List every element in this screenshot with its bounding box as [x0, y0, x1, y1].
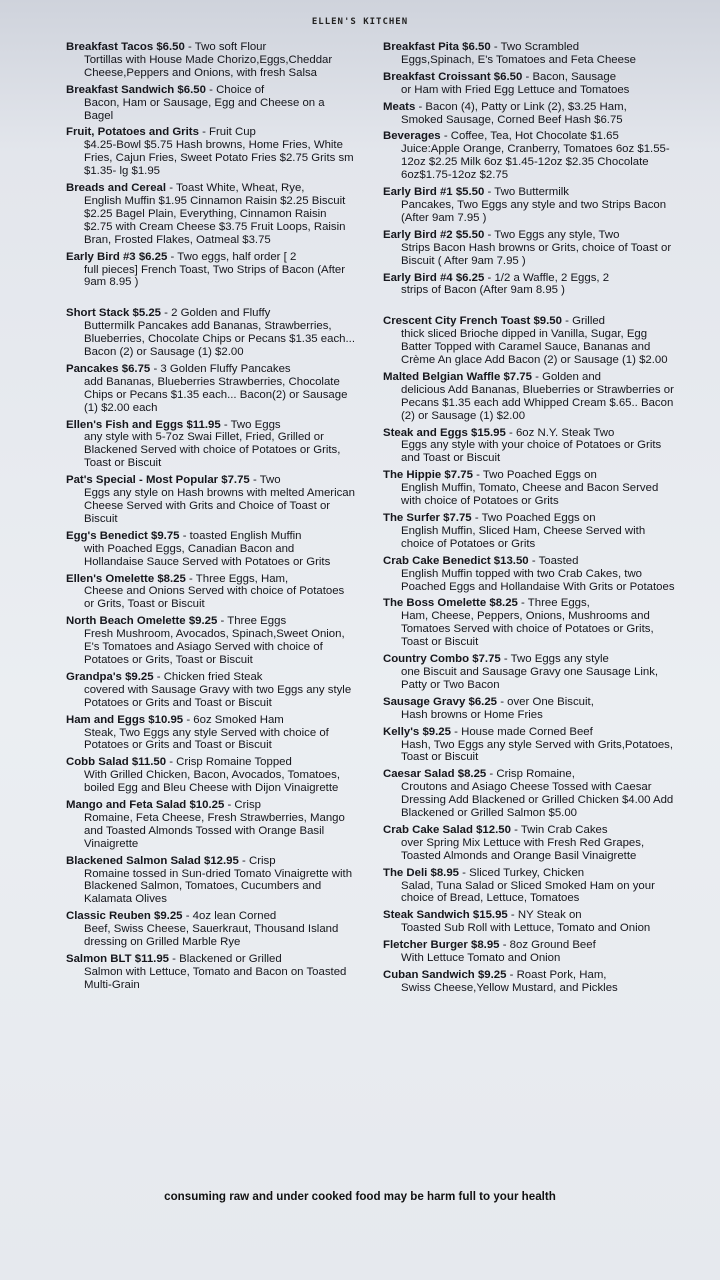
- menu-item-description: add Bananas, Blueberries Strawberries, Chocolate Chips or Pecans $1.35 each... Bacon(2) or Sausage (1) $2.00 each: [84, 375, 348, 414]
- menu-item-name: Ellen's Omelette: [66, 572, 155, 585]
- menu-item-description: Strips Bacon Hash browns or Grits, choice of Toast or Biscuit ( After 9am 7.95 ): [401, 241, 672, 267]
- menu-item-price: $7.75: [444, 469, 473, 482]
- menu-item-name: Crescent City French Toast: [383, 315, 531, 328]
- menu-item-description: English Muffin, Tomato, Cheese and Bacon Served with choice of Potatoes or Grits: [401, 482, 659, 508]
- menu-item-heading: [66, 615, 356, 628]
- menu-item-description: full pieces] French Toast, Two Strips of Bacon (After 9am 8.95 ): [84, 263, 346, 289]
- menu-item-cobb-salad: [66, 756, 356, 795]
- menu-item-description: strips of Bacon (After 9am 8.95 ): [401, 284, 565, 297]
- menu-item-heading: [383, 71, 675, 84]
- menu-item-description: any style with 5-7oz Swai Fillet, Fried, Grilled or Blackened Served with choice of Potatoes or Grits, Toast or Biscuit: [84, 431, 341, 470]
- menu-item-ham-and-eggs: [66, 714, 356, 753]
- menu-item-heading: [383, 101, 675, 114]
- menu-item-lead: - Three Eggs: [220, 615, 287, 628]
- menu-item-description: Hash, Two Eggs any style Served with Grits,Potatoes, Toast or Biscuit: [401, 738, 674, 764]
- menu-item-name: Sausage Gravy: [383, 695, 466, 708]
- menu-item-early-bird-1: [383, 186, 675, 225]
- menu-item-price: $6.25: [455, 271, 485, 284]
- menu-item-price: $9.75: [151, 529, 180, 542]
- menu-item-price: $7.75: [221, 474, 250, 487]
- menu-item-name: Ham and Eggs: [66, 713, 146, 726]
- menu-item-name: Mango and Feta Salad: [66, 799, 187, 812]
- menu-item-lead: - over One Biscuit,: [500, 695, 594, 708]
- menu-item-grandpa-s: [66, 671, 356, 710]
- menu-item-sausage-gravy: [383, 696, 675, 722]
- menu-item-lead: - Toasted: [531, 554, 579, 567]
- menu-item-price: $9.25: [422, 725, 451, 738]
- menu-item-heading: [383, 824, 675, 837]
- menu-item-description: With Lettuce Tomato and Onion: [401, 952, 561, 965]
- menu-item-price: $9.25: [188, 615, 218, 628]
- menu-item-price: $5.50: [455, 186, 485, 199]
- menu-item-caesar-salad: [383, 768, 675, 820]
- menu-item-lead: - Coffee, Tea, Hot Chocolate $1.65: [443, 130, 619, 143]
- menu-item-price: $9.25: [125, 670, 154, 683]
- menu-item-lead: - Two soft Flour: [188, 41, 267, 53]
- menu-item-lead: - 8oz Ground Beef: [502, 939, 596, 952]
- menu-item-description: Croutons and Asiago Cheese Tossed with Caesar Dressing Add Blackened or Grilled Chicken $4.00 Add Blackened or Grilled Salmon $5.00: [401, 781, 674, 820]
- menu-item-description: English Muffin topped with two Crab Cakes, two Poached Eggs and Hollandaise With Grits or Potatoes: [401, 567, 675, 593]
- menu-item-name: Early Bird #4: [383, 271, 453, 284]
- menu-item-description: Juice:Apple Orange, Cranberry, Tomatoes 6oz $1.55- 12oz $2.25 Milk 6oz $1.45-12oz $2.35 Chocolate 6oz$1.75-12oz $2.75: [401, 143, 670, 182]
- menu-item-name: Cuban Sandwich: [383, 969, 475, 981]
- menu-item-name: Meats: [383, 100, 416, 113]
- menu-item-description: With Grilled Chicken, Bacon, Avocados, Tomatoes, boiled Egg and Bleu Cheese with Dijon Vinaigrette: [84, 769, 340, 795]
- menu-item-description: delicious Add Bananas, Blueberries or Strawberries or Pecans $1.35 each add Whipped Cream $.65.. Bacon (2) or Sausage (1) $2.00: [401, 383, 674, 422]
- menu-item-description: Hash browns or Home Fries: [401, 708, 543, 721]
- menu-item-salmon-blt: [66, 953, 356, 992]
- menu-item-price: $12.95: [204, 854, 239, 867]
- menu-item-price: $8.95: [471, 939, 500, 952]
- menu-item-lead: - 6oz Smoked Ham: [186, 713, 284, 726]
- menu-item-price: $13.50: [493, 554, 529, 567]
- menu-item-heading: [66, 474, 356, 487]
- menu-item-lead: - 6oz N.Y. Steak Two: [509, 426, 615, 439]
- menu-item-description: Fresh Mushroom, Avocados, Spinach,Sweet Onion, E's Tomatoes and Asiago Served with choice of Potatoes or Grits, Toast or Biscuit: [84, 628, 345, 666]
- menu-item-price: $5.25: [132, 307, 161, 320]
- menu-item-crab-cake-benedict: [383, 555, 675, 594]
- menu-item-lead: - Three Eggs, Ham,: [189, 572, 289, 585]
- menu-item-description: Cheese and Onions Served with choice of Potatoes or Grits, Toast or Biscuit: [84, 585, 345, 611]
- menu-item-pat-s-special-most-popular: [66, 474, 356, 526]
- menu-item-heading: [383, 512, 675, 525]
- menu-item-fletcher-burger: [383, 939, 675, 965]
- menu-item-description: $4.25-Bowl $5.75 Hash browns, Home Fries, White Fries, Cajun Fries, Sweet Potato Fries $2.75 Grits sm $1.35- lg $1.95: [84, 139, 354, 178]
- menu-item-price: $15.95: [471, 426, 506, 439]
- menu-item-name: Beverages: [383, 130, 441, 143]
- menu-item-beverages: [383, 130, 675, 182]
- menu-item-lead: - Two Eggs any style, Two: [487, 228, 620, 241]
- menu-item-price: $7.75: [472, 653, 501, 666]
- menu-item-description: Pancakes, Two Eggs any style and two Strips Bacon (After 9am 7.95 ): [401, 198, 667, 224]
- menu-item-early-bird-2: [383, 229, 675, 268]
- menu-item-description: Eggs,Spinach, E's Tomatoes and Feta Cheese: [401, 53, 636, 66]
- menu-item-price: $8.25: [457, 768, 487, 781]
- menu-item-name: Early Bird #3: [66, 250, 136, 263]
- menu-item-heading: [66, 756, 356, 769]
- menu-item-description: Bacon, Ham or Sausage, Egg and Cheese on a Bagel: [84, 96, 325, 122]
- menu-item-heading: [66, 419, 356, 432]
- menu-item-heading: [383, 427, 675, 440]
- menu-item-heading: [383, 555, 675, 568]
- menu-item-lead: - Crisp: [227, 799, 261, 812]
- menu-item-fruit-potatoes-and-grits: [66, 126, 356, 178]
- menu-item-lead: - NY Steak on: [510, 909, 582, 922]
- menu-item-price: $6.75: [121, 362, 151, 375]
- menu-item-heading: [66, 363, 356, 376]
- menu-item-name: Ellen's Fish and Eggs: [66, 418, 184, 431]
- menu-item-description: Toasted Sub Roll with Lettuce, Tomato and Onion: [401, 922, 651, 935]
- menu-item-description: over Spring Mix Lettuce with Fresh Red Grapes, Toasted Almonds and Orange Basil Vinaigrette: [401, 836, 645, 862]
- menu-item-name: Breakfast Sandwich: [66, 83, 175, 96]
- menu-item-lead: - Two: [252, 474, 281, 487]
- menu-item-price: $12.50: [476, 823, 511, 836]
- menu-item-heading: [383, 41, 675, 54]
- menu-item-blackened-salmon-salad: [66, 855, 356, 907]
- menu-item-lead: - Blackened or Grilled: [172, 953, 282, 965]
- menu-item-breakfast-croissant: [383, 71, 675, 97]
- menu-item-country-combo: [383, 653, 675, 692]
- menu-item-classic-reuben: [66, 910, 356, 949]
- menu-item-name: Crab Cake Salad: [383, 823, 473, 836]
- menu-item-lead: - Sliced Turkey, Chicken: [462, 866, 585, 879]
- menu-item-heading: [383, 867, 675, 880]
- menu-item-description: English Muffin $1.95 Cinnamon Raisin $2.25 Biscuit $2.25 Bagel Plain, Everything, Cinnamon Raisin $2.75 with Cream Cheese $3.75 Fruit Loops, Raisin Bran, Frosted Flakes, Oatmeal $3.75: [84, 194, 346, 246]
- menu-item-description: Salmon with Lettuce, Tomato and Bacon on Toasted Multi-Grain: [84, 965, 347, 991]
- menu-item-breakfast-pita: [383, 41, 675, 67]
- menu-item-lead: - Two eggs, half order [ 2: [170, 250, 297, 263]
- menu-item-name: Breakfast Croissant: [383, 70, 491, 83]
- menu-item-heading: [66, 714, 356, 727]
- menu-item-heading: [383, 469, 675, 482]
- menu-item-price: $7.75: [443, 512, 472, 524]
- menu-item-heading: [383, 653, 675, 666]
- menu-item-early-bird-3: [66, 251, 356, 290]
- menu-item-heading: [66, 41, 356, 54]
- menu-item-heading: [383, 229, 675, 242]
- menu-item-breads-and-cereal: [66, 182, 356, 247]
- menu-item-name: Breakfast Tacos: [66, 41, 154, 53]
- menu-item-description: English Muffin, Sliced Ham, Cheese Served with choice of Potatoes or Grits: [401, 524, 646, 550]
- menu-item-name: Caesar Salad: [383, 768, 455, 781]
- menu-item-name: Early Bird #1: [383, 186, 453, 199]
- menu-item-heading: [383, 939, 675, 952]
- menu-item-lead: - 1/2 a Waffle, 2 Eggs, 2: [487, 271, 610, 284]
- menu-item-heading: [66, 855, 356, 868]
- menu-item-lead: - Crisp: [242, 854, 276, 867]
- menu-item-heading: [66, 84, 356, 97]
- menu-item-lead: - 3 Golden Fluffy Pancakes: [153, 362, 291, 375]
- menu-item-name: Pat's Special - Most Popular: [66, 474, 219, 487]
- menu-item-price: $9.25: [154, 910, 183, 923]
- menu-item-name: Pancakes: [66, 362, 119, 375]
- menu-item-ellen-s-fish-and-eggs: [66, 419, 356, 471]
- menu-item-name: Cobb Salad: [66, 756, 129, 769]
- menu-item-ellen-s-omelette: [66, 573, 356, 612]
- menu-item-description: Tortillas with House Made Chorizo,Eggs,Cheddar Cheese,Peppers and Onions, with fresh Salsa: [84, 53, 333, 79]
- section-spacer: [383, 301, 675, 315]
- menu-item-pancakes: [66, 363, 356, 415]
- menu-item-name: The Boss Omelette: [383, 597, 487, 610]
- menu-item-lead: - Roast Pork, Ham,: [509, 969, 607, 981]
- menu-item-lead: - Two Eggs: [223, 418, 281, 431]
- menu-item-price: $11.95: [186, 418, 221, 431]
- menu-item-heading: [383, 130, 675, 143]
- menu-title: ELLEN'S KITCHEN: [311, 17, 409, 27]
- menu-item-price: $6.50: [462, 41, 491, 53]
- menu-item-heading: [383, 272, 675, 285]
- menu-item-price: $15.95: [472, 909, 508, 922]
- menu-item-lead: - toasted English Muffin: [182, 529, 302, 542]
- menu-item-breakfast-sandwich: [66, 84, 356, 123]
- menu-item-heading: [383, 315, 675, 328]
- menu-item-crescent-city-french-toast: [383, 315, 675, 367]
- menu-item-name: Fletcher Burger: [383, 939, 468, 952]
- menu-item-price: $11.50: [131, 756, 167, 769]
- menu-item-lead: - 2 Golden and Fluffy: [164, 307, 271, 320]
- menu-item-description: one Biscuit and Sausage Gravy one Sausage Link, Patty or Two Bacon: [401, 665, 659, 691]
- menu-item-name: The Deli: [383, 866, 428, 879]
- menu-item-description: Smoked Sausage, Corned Beef Hash $6.75: [401, 113, 623, 126]
- menu-item-heading: [383, 726, 675, 739]
- menu-item-the-boss-omelette: [383, 597, 675, 649]
- menu-item-the-hippie: [383, 469, 675, 508]
- menu-item-price: $6.50: [177, 83, 206, 96]
- menu-item-heading: [383, 597, 675, 610]
- menu-item-price: $8.25: [489, 597, 518, 610]
- menu-item-name: Steak and Eggs: [383, 426, 468, 439]
- menu-item-name: The Hippie: [383, 469, 442, 482]
- menu-item-steak-sandwich: [383, 909, 675, 935]
- menu-item-price: $7.75: [503, 370, 532, 383]
- menu-item-price: $6.50: [493, 70, 523, 83]
- menu-item-description: Eggs any style with your choice of Potatoes or Grits and Toast or Biscuit: [401, 439, 662, 465]
- menu-item-description: Salad, Tuna Salad or Sliced Smoked Ham on your choice of Bread, Lettuce, Tomatoes: [401, 879, 655, 905]
- menu-item-name: Crab Cake Benedict: [383, 554, 491, 567]
- menu-item-heading: [66, 126, 356, 139]
- menu-item-lead: - Toast White, Wheat, Rye,: [169, 182, 305, 195]
- menu-item-lead: - Golden and: [535, 370, 602, 383]
- menu-item-north-beach-omelette: [66, 615, 356, 667]
- menu-item-meats: [383, 101, 675, 127]
- menu-item-description: or Ham with Fried Egg Lettuce and Tomatoes: [401, 83, 630, 96]
- menu-item-heading: [66, 910, 356, 923]
- menu-item-lead: - Two Poached Eggs on: [476, 469, 597, 482]
- menu-item-name: Fruit, Potatoes and Grits: [66, 126, 199, 139]
- menu-item-price: $5.50: [455, 228, 485, 241]
- menu-item-heading: [66, 530, 356, 543]
- menu-item-lead: - Choice of: [209, 83, 265, 96]
- menu-item-name: Egg's Benedict: [66, 529, 148, 542]
- menu-item-name: Short Stack: [66, 307, 130, 320]
- menu-item-heading: [66, 953, 356, 966]
- menu-item-heading: [383, 186, 675, 199]
- menu-item-lead: - Two Eggs any style: [503, 653, 609, 666]
- menu-item-description: Romaine, Feta Cheese, Fresh Strawberries, Mango and Toasted Almonds Tossed with Orange Basil Vinaigrette: [84, 811, 345, 850]
- menu-item-price: $9.25: [477, 969, 507, 981]
- menu-item-price: $10.25: [189, 799, 225, 812]
- menu-item-price: $6.25: [138, 250, 168, 263]
- menu-item-heading: [66, 573, 356, 586]
- menu-item-price: $9.50: [533, 315, 562, 328]
- menu-item-name: Kelly's: [383, 725, 420, 738]
- menu-item-cuban-sandwich: [383, 969, 675, 995]
- menu-item-the-deli: [383, 867, 675, 906]
- menu-item-name: Breads and Cereal: [66, 182, 167, 195]
- section-spacer: [66, 293, 356, 307]
- menu-item-name: Early Bird #2: [383, 228, 453, 241]
- menu-item-description: with Poached Eggs, Canadian Bacon and Hollandaise Sauce Served with Potatoes or Grits: [84, 542, 331, 568]
- menu-item-price: $6.25: [468, 695, 498, 708]
- menu-item-description: thick sliced Brioche dipped in Vanilla, Sugar, Egg Batter Topped with Caramel Sauce, Bananas and Crème An glace Add Bacon (2) or Sausage (1) $2.00: [401, 328, 668, 367]
- health-disclaimer: consuming raw and under cooked food may be harm full to your health: [164, 1190, 556, 1203]
- menu-item-description: Romaine tossed in Sun-dried Tomato Vinaigrette with Blackened Salmon, Tomatoes, Cucumbers and Kalamata Olives: [84, 867, 353, 906]
- menu-item-heading: [383, 969, 675, 982]
- menu-item-lead: - Chicken fried Steak: [156, 670, 263, 683]
- menu-item-lead: - Two Scrambled: [493, 41, 580, 53]
- menu-item-name: Steak Sandwich: [383, 909, 470, 922]
- menu-item-heading: [383, 371, 675, 384]
- menu-item-description: covered with Sausage Gravy with two Eggs any style Potatoes or Grits and Toast or Biscuit: [84, 683, 352, 709]
- menu-item-description: Swiss Cheese,Yellow Mustard, and Pickles: [401, 981, 618, 994]
- menu-item-name: Country Combo: [383, 653, 470, 666]
- menu-item-egg-s-benedict: [66, 530, 356, 569]
- menu-item-lead: - Bacon, Sausage: [525, 70, 617, 83]
- menu-item-heading: [66, 799, 356, 812]
- menu-item-description: Beef, Swiss Cheese, Sauerkraut, Thousand Island dressing on Grilled Marble Rye: [84, 923, 339, 949]
- menu-item-the-surfer: [383, 512, 675, 551]
- menu-item-lead: - House made Corned Beef: [454, 725, 593, 738]
- menu-item-malted-belgian-waffle: [383, 371, 675, 423]
- menu-item-heading: [66, 307, 356, 320]
- menu-item-heading: [66, 251, 356, 264]
- menu-item-short-stack: [66, 307, 356, 359]
- menu-item-price: $11.95: [134, 953, 169, 965]
- menu-item-name: Classic Reuben: [66, 910, 151, 923]
- menu-item-lead: - Two Poached Eggs on: [474, 512, 596, 524]
- menu-item-heading: [66, 671, 356, 684]
- menu-item-name: Breakfast Pita: [383, 41, 459, 53]
- menu-item-name: Salmon BLT: [66, 953, 132, 965]
- menu-item-kelly-s: [383, 726, 675, 765]
- menu-item-early-bird-4: [383, 272, 675, 298]
- menu-item-description: Ham, Cheese, Peppers, Onions, Mushrooms and Tomatoes Served with choice of Potatoes or Grits, Toast or Biscuit: [401, 610, 654, 649]
- menu-item-steak-and-eggs: [383, 427, 675, 466]
- menu-right-column: [383, 41, 675, 999]
- menu-item-heading: [383, 768, 675, 781]
- menu-item-breakfast-tacos: [66, 41, 356, 80]
- menu-item-description: Eggs any style on Hash browns with melted American Cheese Served with Grits and Choice of Toast or Biscuit: [84, 487, 355, 525]
- menu-item-lead: - Three Eggs,: [521, 597, 590, 610]
- menu-item-heading: [383, 909, 675, 922]
- menu-item-price: $8.95: [430, 866, 459, 879]
- menu-item-price: $8.25: [157, 572, 186, 585]
- menu-item-name: Malted Belgian Waffle: [383, 370, 501, 383]
- menu-left-column: [66, 41, 356, 996]
- menu-item-crab-cake-salad: [383, 824, 675, 863]
- menu-item-description: Buttermilk Pancakes add Bananas, Strawberries, Blueberries, Chocolate Chips or Pecans $1.35 each... Bacon (2) or Sausage (1) $2.00: [84, 320, 356, 359]
- menu-item-price: $10.95: [148, 713, 184, 726]
- menu-item-lead: - Bacon (4), Patty or Link (2), $3.25 Ham,: [418, 100, 627, 113]
- menu-item-name: North Beach Omelette: [66, 615, 186, 628]
- menu-item-lead: - Crisp Romaine,: [489, 768, 575, 781]
- menu-item-heading: [383, 696, 675, 709]
- menu-item-description: Steak, Two Eggs any style Served with choice of Potatoes or Grits and Toast or Biscuit: [84, 726, 329, 752]
- menu-item-price: $6.50: [156, 41, 185, 53]
- menu-item-heading: [66, 182, 356, 195]
- menu-item-name: Grandpa's: [66, 670, 122, 683]
- menu-item-lead: - Twin Crab Cakes: [514, 823, 608, 836]
- menu-item-lead: - Two Buttermilk: [487, 186, 569, 199]
- menu-item-lead: - Fruit Cup: [202, 126, 256, 139]
- menu-item-name: Blackened Salmon Salad: [66, 854, 201, 867]
- menu-item-lead: - Grilled: [565, 315, 606, 328]
- menu-item-name: The Surfer: [383, 512, 440, 524]
- menu-item-mango-and-feta-salad: [66, 799, 356, 851]
- menu-item-lead: - 4oz lean Corned: [185, 910, 277, 923]
- menu-item-lead: - Crisp Romaine Topped: [169, 756, 292, 769]
